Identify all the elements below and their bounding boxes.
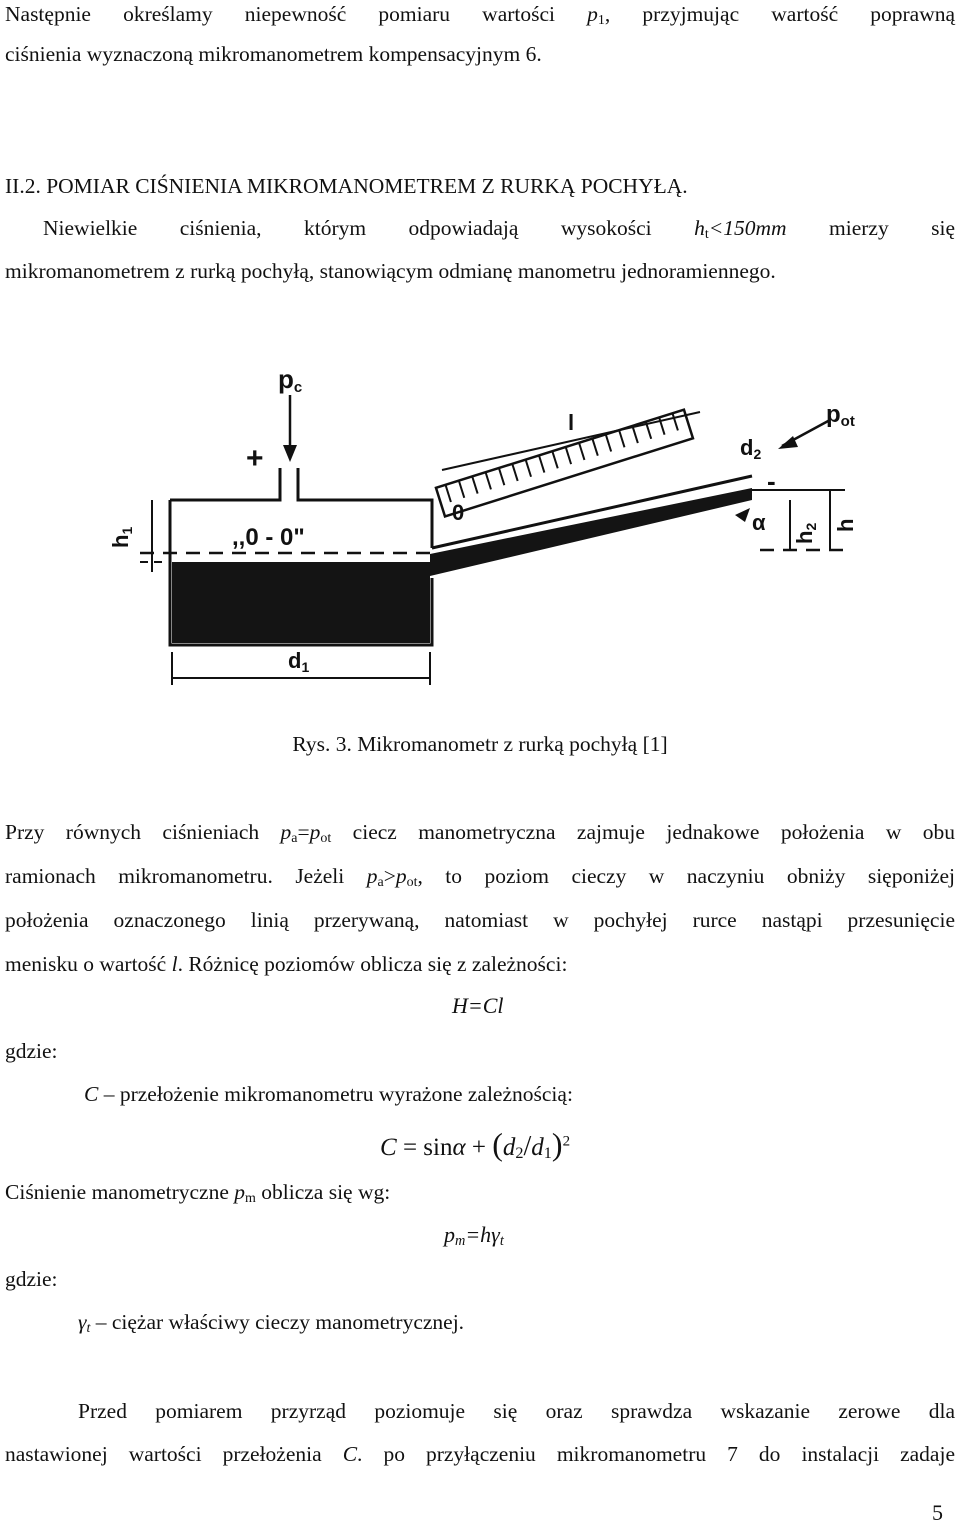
section-heading: II.2. POMIAR CIŚNIENIA MIKROMANOMETREM Z RURKĄ POCHYŁĄ. [5, 174, 688, 198]
exponent: 2 [562, 1133, 571, 1150]
sub: t [86, 1321, 91, 1336]
final-line-2 [5, 1440, 955, 1468]
var-d2: d [502, 1134, 516, 1161]
body-text: menisku o wartość [5, 952, 167, 976]
label-scale-zero: 0 [452, 500, 465, 525]
label-h: h [833, 518, 858, 532]
label-zero-level: ,,0 - 0" [232, 524, 305, 551]
var-gamma: γ [78, 1310, 87, 1334]
sub: m [455, 1233, 466, 1249]
var-c: C [84, 1082, 99, 1106]
body-line-2 [5, 862, 955, 890]
equation-rhs: =hγ [465, 1222, 500, 1247]
label-alpha: α [752, 510, 766, 535]
var-p: p [587, 2, 598, 26]
label-h2: h2 [792, 522, 819, 544]
intro-line-2: ciśnienia wyznaczoną mikromanometrem kompensacyjnym 6. [5, 42, 542, 66]
sub: a [291, 831, 298, 846]
figure-caption: Rys. 3. Mikromanometr z rurką pochyłą [1] [292, 732, 668, 756]
var-p: p [280, 820, 292, 844]
definition-c [84, 1080, 954, 1108]
body-text: . po przyłączeniu mikromanometru 7 do instalacji zadaje [357, 1442, 955, 1466]
var-p: p [366, 864, 378, 888]
label-d1: d1 [288, 648, 310, 675]
body-text: . Różnicę poziomów oblicza się z zależności: [177, 952, 568, 976]
body-text: oblicza się wg: [261, 1180, 391, 1204]
sub: t [499, 1233, 504, 1249]
body-line-4 [5, 950, 955, 978]
var-h: h [694, 216, 705, 240]
height-limit: <150mm [708, 216, 787, 240]
micromanometer-figure [0, 340, 960, 710]
var-p: p [309, 820, 321, 844]
body-text: Ciśnienie manometryczne [5, 1180, 229, 1204]
pot-arrow [778, 420, 830, 449]
alpha-marker [735, 508, 750, 522]
intro-text: , przyjmując wartość poprawną [604, 2, 956, 26]
section-paragraph-line-1 [43, 214, 955, 242]
label-pc: pc [278, 364, 303, 396]
sub: ot [320, 831, 332, 846]
body-text: nastawionej wartości przełożenia [5, 1442, 322, 1466]
var-d1: d [531, 1134, 544, 1161]
manometric-liquid [172, 562, 430, 643]
page-number: 5 [932, 1500, 943, 1525]
body-text: ciecz manometryczna zajmuje jednakowe położenia w obu [352, 820, 956, 844]
section-paragraph-line-2: mikromanometrem z rurką pochyłą, stanowiącym odmianę manometru jednoramiennego. [5, 259, 776, 283]
sub: 2 [515, 1144, 524, 1162]
body-line-1 [5, 818, 955, 846]
section-text: Niewielkie ciśnienia, którym odpowiadają wysokości [43, 216, 652, 240]
var-c: C [342, 1442, 358, 1466]
equation-c [380, 1126, 570, 1163]
operator: = [297, 820, 310, 844]
paren-close: ) [551, 1126, 563, 1162]
definition-text: – ciężar właściwy cieczy manometrycznej. [90, 1310, 465, 1334]
equals-sign: = [402, 1134, 418, 1161]
sub: m [245, 1191, 256, 1206]
section-text: mierzy się [829, 216, 956, 240]
pm-line [5, 1178, 955, 1206]
label-pot: pot [826, 401, 855, 430]
var-l: l [171, 952, 178, 976]
sub: a [377, 875, 384, 890]
var-h-subscript: t [704, 227, 709, 242]
plus-sign: + [471, 1134, 486, 1161]
operator: > [383, 864, 396, 888]
label-d2: d2 [740, 435, 762, 462]
equation-pm [444, 1222, 504, 1248]
intro-text: Następnie określamy niepewność pomiaru wartości [5, 2, 556, 26]
where-label-1: gdzie: [5, 1039, 58, 1063]
body-text: , to poziom cieczy w naczyniu obniży sięponiżej [417, 864, 956, 888]
var-p: p [395, 864, 407, 888]
paren-open: ( [492, 1126, 503, 1162]
equation-h-cl: H=Cl [452, 993, 504, 1018]
slash: / [523, 1131, 532, 1162]
label-h1: h1 [108, 526, 135, 548]
intro-line-1 [5, 0, 955, 28]
label-l: l [568, 410, 575, 435]
sub: 1 [543, 1144, 552, 1162]
body-line-3: położenia oznaczonego linią przerywaną, natomiast w pochyłej rurce nastąpi przesunięcie [5, 908, 955, 932]
sub: ot [406, 875, 418, 890]
label-minus: - [767, 466, 776, 496]
where-label-2: gdzie: [5, 1267, 58, 1291]
var-c: C [380, 1134, 397, 1161]
label-plus: + [246, 442, 264, 475]
definition-text: – przełożenie mikromanometru wyrażone zależnością: [98, 1082, 573, 1106]
var-p: p [234, 1180, 246, 1204]
definition-gamma [78, 1308, 948, 1336]
body-text: ramionach mikromanometru. Jeżeli [5, 864, 345, 888]
var-p-subscript: 1 [597, 13, 605, 28]
var-p: p [444, 1222, 455, 1247]
final-line-1: Przed pomiarem przyrząd poziomuje się oraz sprawdza wskazanie zerowe dla [78, 1399, 955, 1423]
pc-arrow [283, 395, 297, 462]
body-text: Przy równych ciśnieniach [5, 820, 260, 844]
var-alpha: α [452, 1134, 466, 1161]
sin-function: sin [423, 1134, 453, 1161]
